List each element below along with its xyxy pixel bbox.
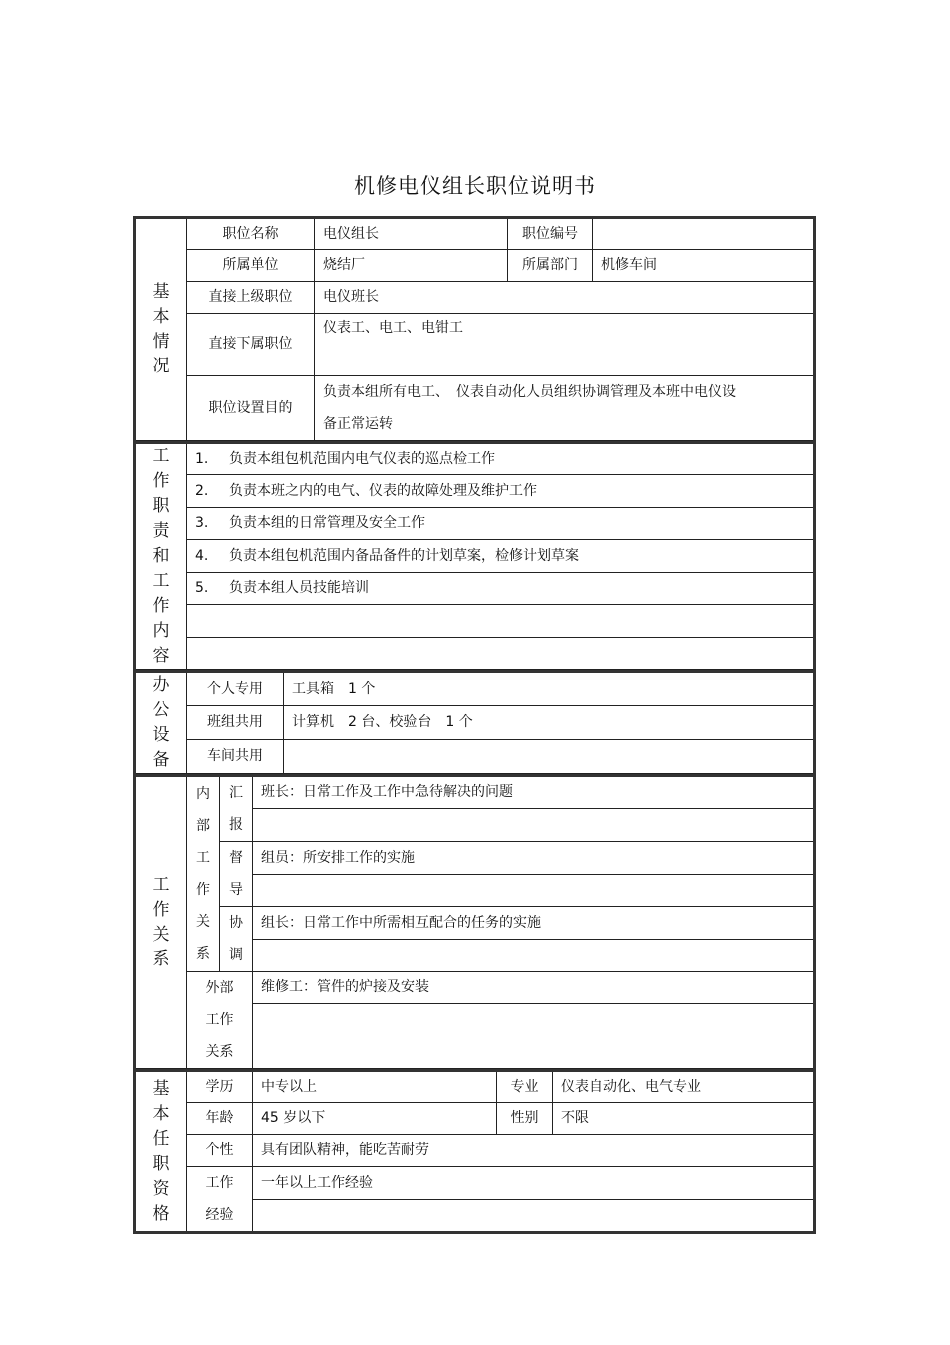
subordinate-label: 直接下属职位 [187, 314, 315, 376]
personal-value: 工具箱 1 个 [284, 672, 815, 706]
dept-value: 机修车间 [593, 250, 815, 282]
coordinate-label: 协 调 [220, 907, 253, 972]
internal-relations-label: 内 部 工 作 关 系 [187, 776, 220, 972]
experience-value: 一年以上工作经验 [253, 1167, 815, 1200]
duties-heading: 工 作 职 责 和 工 作 内 容 [135, 443, 187, 670]
coordinate-value: 组长：日常工作中所需相互配合的任务的实施 [253, 907, 815, 940]
duty-item: 5. 负责本组人员技能培训 [187, 572, 815, 604]
personality-label: 个性 [187, 1135, 253, 1167]
equipment-heading: 办 公 设 备 [135, 672, 187, 774]
position-name-value: 电仪组长 [315, 218, 508, 250]
purpose-label: 职位设置目的 [187, 376, 315, 441]
subordinate-value: 仪表工、电工、电钳工 [315, 314, 815, 376]
workshop-label: 车间共用 [187, 740, 284, 774]
coordinate-value-empty [253, 939, 815, 972]
personality-value: 具有团队精神，能吃苦耐劳 [253, 1135, 815, 1167]
duty-item: 1. 负责本组包机范围内电气仪表的巡点检工作 [187, 443, 815, 475]
qualification-section [133, 1069, 816, 1234]
major-label: 专业 [497, 1071, 553, 1103]
education-label: 学历 [187, 1071, 253, 1103]
team-label: 班组共用 [187, 706, 284, 740]
relations-section [133, 774, 816, 1069]
job-description-form [133, 216, 816, 1234]
purpose-value: 负责本组所有电工、 仪表自动化人员组织协调管理及本班中电仪设 备正常运转 [315, 376, 815, 441]
major-value: 仪表自动化、电气专业 [553, 1071, 815, 1103]
team-value: 计算机 2 台、校验台 1 个 [284, 706, 815, 740]
report-label: 汇 报 [220, 776, 253, 842]
workshop-value [284, 740, 815, 774]
basic-info-section [133, 216, 816, 441]
relations-heading: 工 作 关 系 [135, 776, 187, 1069]
duties-section [133, 441, 816, 670]
unit-value: 烧结厂 [315, 250, 508, 282]
duty-item: 4. 负责本组包机范围内备品备件的计划草案，检修计划草案 [187, 540, 815, 572]
report-value: 班长：日常工作及工作中急待解决的问题 [253, 776, 815, 809]
duty-item-empty [187, 637, 815, 669]
report-value-empty [253, 809, 815, 842]
personal-label: 个人专用 [187, 672, 284, 706]
superior-value: 电仪班长 [315, 282, 815, 314]
duty-item-empty [187, 605, 815, 637]
basic-info-heading: 基 本 情 况 [135, 218, 187, 441]
unit-label: 所属单位 [187, 250, 315, 282]
superior-label: 直接上级职位 [187, 282, 315, 314]
education-value: 中专以上 [253, 1071, 497, 1103]
gender-value: 不限 [553, 1103, 815, 1135]
position-no-label: 职位编号 [508, 218, 593, 250]
external-relations-label: 外部 工作 关系 [187, 972, 253, 1069]
experience-label: 工作 经验 [187, 1167, 253, 1233]
experience-value-empty [253, 1200, 815, 1233]
duty-item: 2. 负责本班之内的电气、仪表的故障处理及维护工作 [187, 475, 815, 507]
supervise-value-empty [253, 874, 815, 907]
position-no-value [593, 218, 815, 250]
external-value: 维修工：管件的炉接及安装 [253, 972, 815, 1004]
supervise-value: 组员：所安排工作的实施 [253, 842, 815, 875]
qualification-heading: 基 本 任 职 资 格 [135, 1071, 187, 1233]
equipment-section [133, 670, 816, 774]
external-value-empty [253, 1004, 815, 1069]
position-name-label: 职位名称 [187, 218, 315, 250]
duty-item: 3. 负责本组的日常管理及安全工作 [187, 507, 815, 539]
supervise-label: 督 导 [220, 842, 253, 907]
age-value: 45 岁以下 [253, 1103, 497, 1135]
document-title: 机修电仪组长职位说明书 [354, 174, 596, 198]
gender-label: 性别 [497, 1103, 553, 1135]
dept-label: 所属部门 [508, 250, 593, 282]
age-label: 年龄 [187, 1103, 253, 1135]
